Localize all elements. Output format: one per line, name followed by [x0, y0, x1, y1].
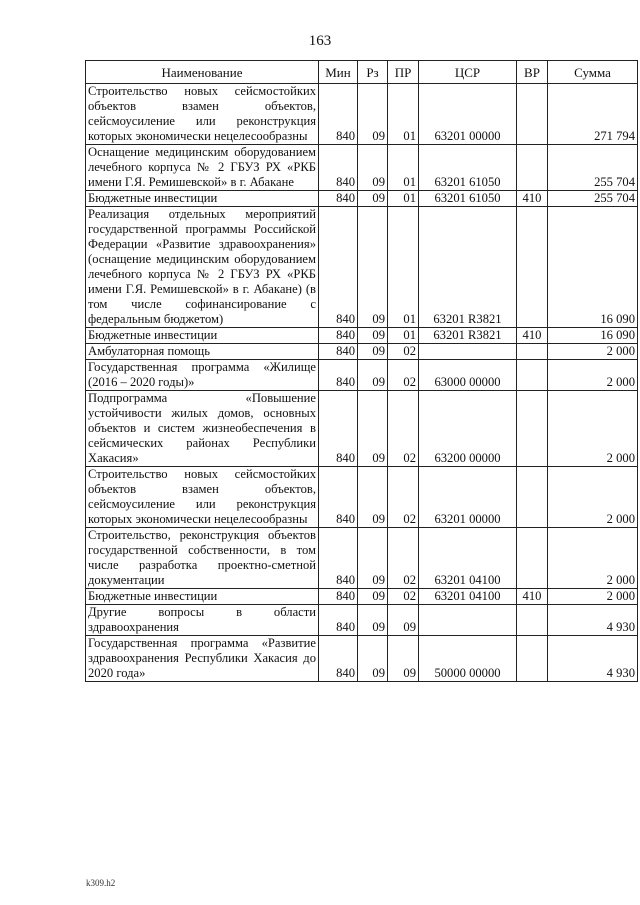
row-sum: 4 930 [548, 605, 638, 636]
row-sum: 255 704 [548, 145, 638, 191]
table-row [86, 344, 638, 360]
row-pr: 02 [388, 391, 419, 467]
header-pr: ПР [388, 61, 419, 84]
row-sum: 255 704 [548, 191, 638, 207]
row-min: 840 [319, 191, 358, 207]
table-row [86, 391, 638, 467]
row-pr: 01 [388, 84, 419, 145]
row-pr: 02 [388, 528, 419, 589]
row-min: 840 [319, 605, 358, 636]
row-min: 840 [319, 589, 358, 605]
row-min: 840 [319, 467, 358, 528]
row-sum: 2 000 [548, 467, 638, 528]
row-rz: 09 [358, 636, 388, 682]
footer-code: k309.h2 [86, 878, 116, 888]
row-min: 840 [319, 636, 358, 682]
row-csr: 63200 00000 [419, 391, 517, 467]
table-header-row [86, 61, 638, 84]
row-pr: 09 [388, 636, 419, 682]
row-min: 840 [319, 528, 358, 589]
row-name: Амбулаторная помощь [86, 344, 319, 360]
row-rz: 09 [358, 344, 388, 360]
row-vr [517, 207, 548, 328]
row-pr: 02 [388, 467, 419, 528]
row-sum: 16 090 [548, 207, 638, 328]
row-rz: 09 [358, 145, 388, 191]
row-csr: 63201 R3821 [419, 328, 517, 344]
row-csr: 63201 04100 [419, 589, 517, 605]
row-pr: 01 [388, 191, 419, 207]
row-name: Бюджетные инвестиции [86, 328, 319, 344]
row-name: Строительство, реконструкция объектов государственной собственности, в том числе разработка проектно-сметной документации [86, 528, 319, 589]
page-number: 163 [308, 33, 332, 49]
row-rz: 09 [358, 605, 388, 636]
row-rz: 09 [358, 191, 388, 207]
row-vr: 410 [517, 328, 548, 344]
table-row [86, 84, 638, 145]
row-min: 840 [319, 207, 358, 328]
row-csr: 50000 00000 [419, 636, 517, 682]
row-vr [517, 344, 548, 360]
table-row [86, 589, 638, 605]
row-sum: 2 000 [548, 344, 638, 360]
row-vr [517, 605, 548, 636]
row-sum: 2 000 [548, 391, 638, 467]
row-vr: 410 [517, 589, 548, 605]
row-min: 840 [319, 360, 358, 391]
table-row [86, 191, 638, 207]
row-rz: 09 [358, 328, 388, 344]
row-rz: 09 [358, 391, 388, 467]
header-sum: Сумма [548, 61, 638, 84]
row-rz: 09 [358, 467, 388, 528]
row-min: 840 [319, 145, 358, 191]
row-rz: 09 [358, 589, 388, 605]
row-name: Бюджетные инвестиции [86, 191, 319, 207]
row-pr: 01 [388, 145, 419, 191]
table-row [86, 528, 638, 589]
table-row [86, 467, 638, 528]
table-row [86, 328, 638, 344]
header-name: Наименование [86, 61, 319, 84]
row-sum: 4 930 [548, 636, 638, 682]
row-name: Бюджетные инвестиции [86, 589, 319, 605]
row-vr [517, 391, 548, 467]
row-rz: 09 [358, 207, 388, 328]
row-min: 840 [319, 391, 358, 467]
row-rz: 09 [358, 360, 388, 391]
row-name: Строительство новых сейсмостойких объектов взамен объектов, сейсмоусиление или реконструкция которых экономически нецелесообразны [86, 467, 319, 528]
row-csr: 63201 04100 [419, 528, 517, 589]
row-vr [517, 467, 548, 528]
row-csr: 63201 61050 [419, 145, 517, 191]
row-csr: 63201 61050 [419, 191, 517, 207]
row-csr: 63201 00000 [419, 467, 517, 528]
row-pr: 02 [388, 344, 419, 360]
row-pr: 01 [388, 328, 419, 344]
row-pr: 02 [388, 360, 419, 391]
header-min: Мин [319, 61, 358, 84]
row-sum: 2 000 [548, 528, 638, 589]
row-sum: 16 090 [548, 328, 638, 344]
row-csr [419, 344, 517, 360]
row-min: 840 [319, 84, 358, 145]
row-rz: 09 [358, 84, 388, 145]
row-vr [517, 84, 548, 145]
row-vr [517, 636, 548, 682]
row-name: Строительство новых сейсмостойких объектов взамен объектов, сейсмоусиление или реконструкция которых экономически нецелесообразны [86, 84, 319, 145]
row-sum: 271 794 [548, 84, 638, 145]
table-row [86, 636, 638, 682]
table-row [86, 207, 638, 328]
row-pr: 01 [388, 207, 419, 328]
row-vr [517, 360, 548, 391]
row-min: 840 [319, 344, 358, 360]
row-rz: 09 [358, 528, 388, 589]
row-name: Другие вопросы в области здравоохранения [86, 605, 319, 636]
table-row [86, 360, 638, 391]
row-sum: 2 000 [548, 589, 638, 605]
row-csr: 63201 00000 [419, 84, 517, 145]
table-row [86, 605, 638, 636]
header-csr: ЦСР [419, 61, 517, 84]
row-pr: 02 [388, 589, 419, 605]
row-pr: 09 [388, 605, 419, 636]
header-rz: Рз [358, 61, 388, 84]
row-csr: 63201 R3821 [419, 207, 517, 328]
row-vr [517, 528, 548, 589]
row-sum: 2 000 [548, 360, 638, 391]
row-min: 840 [319, 328, 358, 344]
row-vr: 410 [517, 191, 548, 207]
row-name: Оснащение медицинским оборудованием лечебного корпуса № 2 ГБУЗ РХ «РКБ имени Г.Я. Ремишевской» в г. Абакане [86, 145, 319, 191]
header-vr: ВР [517, 61, 548, 84]
row-name: Подпрограмма «Повышение устойчивости жилых домов, основных объектов и систем жизнеобеспечения в сейсмических районах Республики Хакасия» [86, 391, 319, 467]
row-csr: 63000 00000 [419, 360, 517, 391]
row-name: Реализация отдельных мероприятий государственной программы Российской Федерации «Развитие здравоохранения» (оснащение медицинским оборудованием лечебного корпуса № 2 ГБУЗ РХ «РКБ имени Г.Я. Ремишевской» в г. Абакане) (в том числе софинансирование с федеральным бюджетом) [86, 207, 319, 328]
budget-table [85, 60, 638, 682]
row-name: Государственная программа «Жилище (2016 – 2020 годы)» [86, 360, 319, 391]
row-name: Государственная программа «Развитие здравоохранения Республики Хакасия до 2020 года» [86, 636, 319, 682]
table-row [86, 145, 638, 191]
row-csr [419, 605, 517, 636]
row-vr [517, 145, 548, 191]
